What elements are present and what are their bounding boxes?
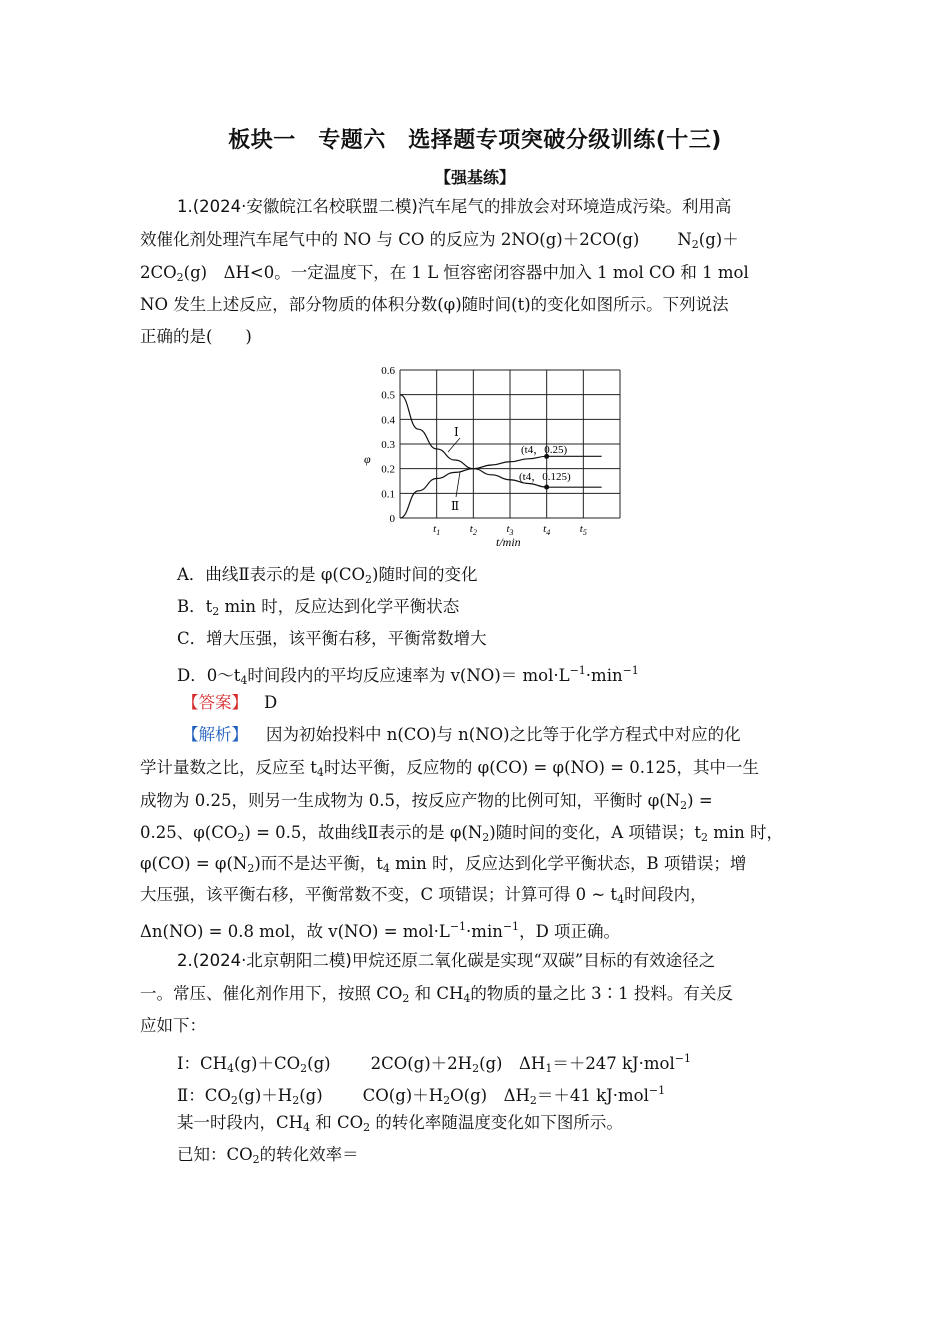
y-tick-label: 0.4: [381, 414, 395, 427]
analysis-line-5: $\varphi(CO) = \varphi(N_2)$而不是达平衡，$t_4$ min 时，反应达到化学平衡状态，B 项错误；增: [140, 854, 747, 875]
y-tick-label: 0.2: [381, 463, 395, 476]
phi-time-chart: [356, 360, 636, 555]
curve-label-ii: Ⅱ: [451, 499, 460, 513]
q2-line-7: 已知：$CO_2$的转化效率＝: [177, 1145, 359, 1166]
answer-value: D: [264, 693, 278, 712]
q1-line-4: NO 发生上述反应，部分物质的体积分数(φ)随时间(t)的变化如图所示。下列说法: [140, 295, 729, 314]
x-tick-label: $t_3$: [506, 523, 514, 537]
q1-line-1: 1.(2024·安徽皖江名校联盟二模)汽车尾气的排放会对环境造成污染。利用高: [177, 197, 732, 216]
q2-line-1: 2.(2024·北京朝阳二模)甲烷还原二氧化碳是实现“双碳”目标的有效途径之: [177, 951, 716, 970]
chart-grid: [400, 370, 620, 518]
analysis-line-2: 学计量数之比，反应至 $t_4$时达平衡，反应物的 φ(CO) = φ(NO) = 0.125，其中一生: [140, 758, 759, 779]
option-a: A．曲线Ⅱ表示的是 $\varphi(CO_2)$随时间的变化: [177, 565, 478, 586]
y-tick-label: 0.1: [381, 488, 395, 501]
x-tick-label: $t_1$: [433, 523, 441, 537]
q1-source: 1.(2024·安徽皖江名校联盟二模): [177, 197, 418, 216]
series-curve-1: [400, 395, 602, 488]
y-tick-label: 0.5: [381, 389, 395, 402]
page-title: 板块一 专题六 选择题专项突破分级训练(十三): [228, 128, 722, 153]
y-axis-label: φ: [364, 452, 371, 466]
analysis-line-7: Δn(NO) = 0.8 mol，故 $v(NO) = mol\cdot L^{-1}\cdot\min^{-1}$，D 项正确。: [140, 920, 621, 941]
analysis-line-1: 【解析】 因为初始投料中 n(CO)与 n(NO)之比等于化学方程式中对应的化: [182, 725, 741, 744]
label-leader-i: [448, 438, 460, 452]
curve-label-i: Ⅰ: [454, 425, 459, 439]
annotation-025: (t4，0.25): [521, 444, 568, 456]
answer-label: 【答案】: [182, 693, 248, 712]
q2-source: 2.(2024·北京朝阳二模): [177, 951, 352, 970]
option-d: D．$0\sim t_4$时间段内的平均反应速率为 $v(NO)= mol\cdot L^{-1}\cdot\min^{-1}$: [177, 664, 639, 687]
reaction-1: Ⅰ：$CH_4(g)+CO_2(g)$ $2CO(g)+2H_2(g)$ $\Delta H_1=+247$ kJ·mol$^{-1}$: [177, 1052, 691, 1075]
analysis-line-3: 成物为 0.25，则另一生成物为 0.5，按反应产物的比例可知，平衡时 $\varphi(N_2)$ =: [140, 791, 713, 812]
q1-line-2: 效催化剂处理汽车尾气中的 NO 与 CO 的反应为 2NO(g)＋2CO(g) $N_2(g)+$: [140, 230, 739, 251]
analysis-label: 【解析】: [182, 725, 248, 744]
x-axis-label: t/min: [496, 535, 521, 549]
q2-line-6: 某一时段内，$CH_4$ 和 $CO_2$ 的转化率随温度变化如下图所示。: [177, 1113, 623, 1134]
reaction-2: Ⅱ：$CO_2(g)+H_2(g)$ $CO(g)+H_2O(g)$ $\Delta H_2=+41$ kJ·mol$^{-1}$: [177, 1084, 666, 1107]
x-tick-label: $t_4$: [543, 523, 551, 537]
analysis-line-4: 0.25、$\varphi(CO_2) = 0.5$，故曲线Ⅱ表示的是 $\varphi(N_2)$随时间的变化，A 项错误；$t_2$ min 时，: [140, 823, 784, 844]
x-tick-label: $t_2$: [469, 523, 477, 537]
section-heading: 【强基练】: [434, 168, 515, 187]
annotation-point-2: [544, 485, 549, 490]
y-tick-label: 0.3: [381, 439, 395, 451]
option-b: B．$t_2$ min 时，反应达到化学平衡状态: [177, 597, 460, 618]
answer-line: [182, 692, 277, 714]
y-tick-label: 0: [389, 513, 395, 525]
option-c: C．增大压强，该平衡右移，平衡常数增大: [177, 629, 487, 648]
chart-curves: [400, 395, 602, 518]
y-tick-label: 0.6: [381, 365, 395, 377]
q2-line-2: 一。常压、催化剂作用下，按照 $CO_2$ 和 $CH_4$的物质的量之比 3∶1 投料。有关反: [140, 984, 733, 1005]
q1-line-3: $2CO_2(g)$ ΔH<0。一定温度下，在 1 L 恒容密闭容器中加入 1 mol CO 和 1 mol: [140, 263, 749, 284]
q1-line-5: 正确的是( ): [140, 327, 252, 346]
x-tick-label: $t_5$: [579, 523, 587, 537]
q2-line-3: 应如下：: [140, 1016, 206, 1035]
analysis-line-6: 大压强，该平衡右移，平衡常数不变，C 项错误；计算可得 0 ~ $t_4$时间段内，: [140, 885, 707, 906]
annotation-0125: (t4，0.125): [519, 471, 571, 483]
